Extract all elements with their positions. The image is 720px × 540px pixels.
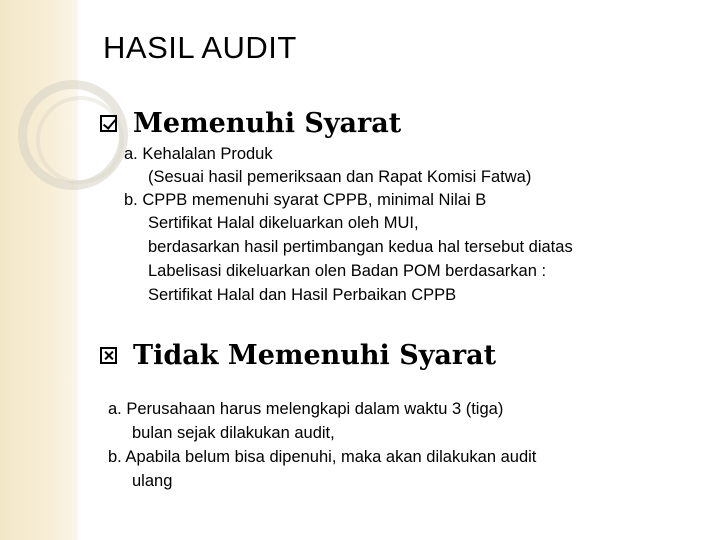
section-met-line: Labelisasi dikeluarkan olen Badan POM berdasarkan : (148, 262, 547, 280)
section-met-line: Sertifikat Halal dan Hasil Perbaikan CPPB (148, 286, 457, 304)
section-met-line: Sertifikat Halal dikeluarkan oleh MUI, (148, 214, 419, 232)
slide-title: HASIL AUDIT (103, 30, 297, 65)
section-met-line: a. Kehalalan Produk (124, 145, 273, 163)
section-unmet-line: ulang (132, 472, 173, 490)
section-met-line: berdasarkan hasil pertimbangan kedua hal tersebut diatas (148, 238, 573, 256)
section-unmet-line: a. Perusahaan harus melengkapi dalam waktu 3 (tiga) (108, 400, 504, 418)
checked-box-icon (100, 115, 117, 132)
section-met-title: Memenuhi Syarat (133, 108, 402, 139)
section-unmet-line: bulan sejak dilakukan audit, (132, 424, 335, 442)
section-met-line: (Sesuai hasil pemeriksaan dan Rapat Komisi Fatwa) (148, 168, 532, 186)
x-box-icon (100, 347, 117, 364)
section-unmet-title: Tidak Memenuhi Syarat (133, 340, 497, 371)
section-unmet-line: b. Apabila belum bisa dipenuhi, maka akan dilakukan audit (108, 448, 537, 466)
section-met-line: b. CPPB memenuhi syarat CPPB, minimal Nilai B (124, 191, 487, 209)
section-met-heading (100, 108, 401, 139)
section-unmet-heading (100, 340, 496, 371)
